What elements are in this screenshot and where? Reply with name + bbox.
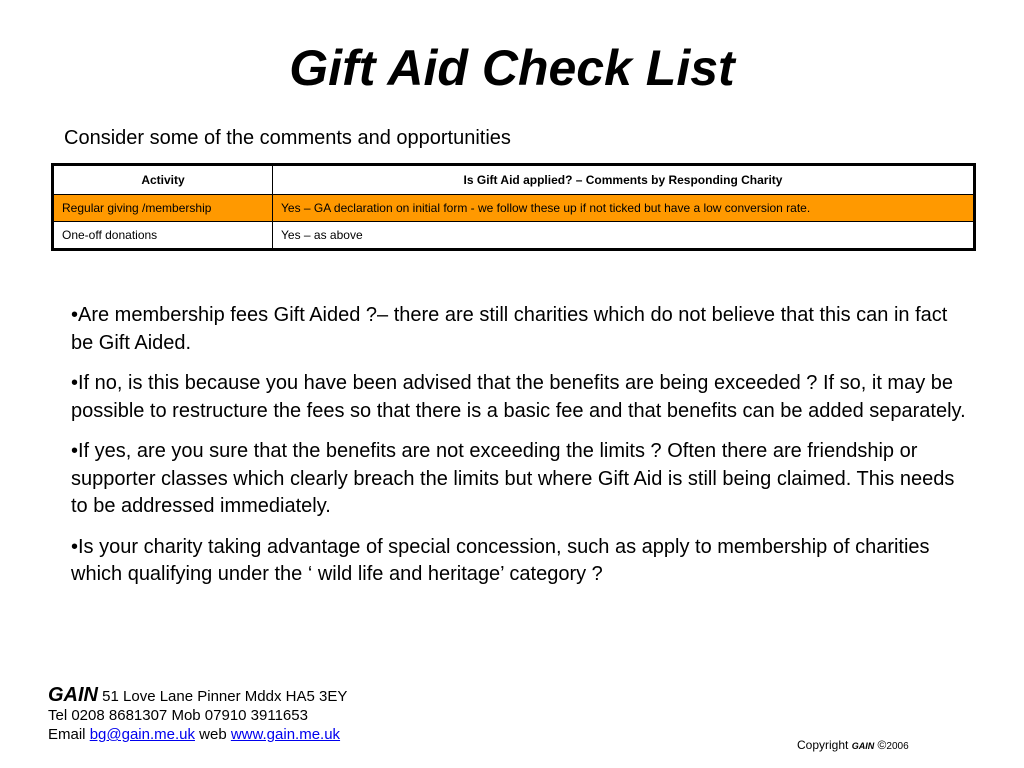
activity-cell: Regular giving /membership (53, 195, 273, 222)
email-label: Email (48, 726, 90, 743)
address-line (48, 686, 347, 706)
copyright-label: Copyright (797, 738, 852, 752)
column-header-activity: Activity (53, 165, 273, 195)
bullet-item: •Are membership fees Gift Aided ?– there are still charities which do not believe that this can in fact be Gift Aided. (71, 304, 948, 354)
email-link[interactable]: bg@gain.me.uk (89, 726, 195, 743)
activity-cell: One-off donations (53, 222, 273, 250)
bullet-list (71, 302, 971, 602)
bullet-item: •If no, is this because you have been advised that the benefits are being exceeded ? If so, it may be possible to restructure the fees so that there is a basic fee and that benefits can be added separately. (71, 372, 966, 422)
subtitle: Consider some of the comments and opportunities (64, 127, 511, 149)
column-header-comments: Is Gift Aid applied? – Comments by Responding Charity (273, 165, 975, 195)
contact-footer (48, 686, 347, 744)
page-title: Gift Aid Check List (289, 40, 735, 96)
gain-logo: GAIN (48, 684, 98, 706)
table-row (53, 222, 975, 250)
phone-line: Tel 0208 8681307 Mob 07910 3911653 (48, 707, 308, 724)
copyright-logo: GAIN (851, 741, 875, 751)
table-row (53, 195, 975, 222)
bullet-item: •If yes, are you sure that the benefits are not exceeding the limits ? Often there are friendship or supporter classes which clearly breach the limits but where Gift Aid is still being claimed. This needs to be addressed immediately. (71, 440, 955, 517)
bullet-item: •Is your charity taking advantage of special concession, such as apply to membership of charities which qualifying under the ‘ wild life and heritage’ category ? (71, 535, 930, 585)
copyright-notice (797, 738, 909, 754)
copyright-year: 2006 (886, 741, 909, 752)
comment-cell: Yes – GA declaration on initial form - we follow these up if not ticked but have a low conversion rate. (273, 195, 975, 222)
checklist-table (51, 163, 976, 251)
copyright-symbol: © (874, 738, 887, 752)
address-text: 51 Love Lane Pinner Mddx HA5 3EY (98, 688, 348, 705)
web-link[interactable]: www.gain.me.uk (230, 726, 341, 743)
comment-cell: Yes – as above (273, 222, 975, 250)
table-header-row (53, 165, 975, 195)
web-label: web (194, 726, 231, 743)
email-web-line (48, 725, 347, 744)
